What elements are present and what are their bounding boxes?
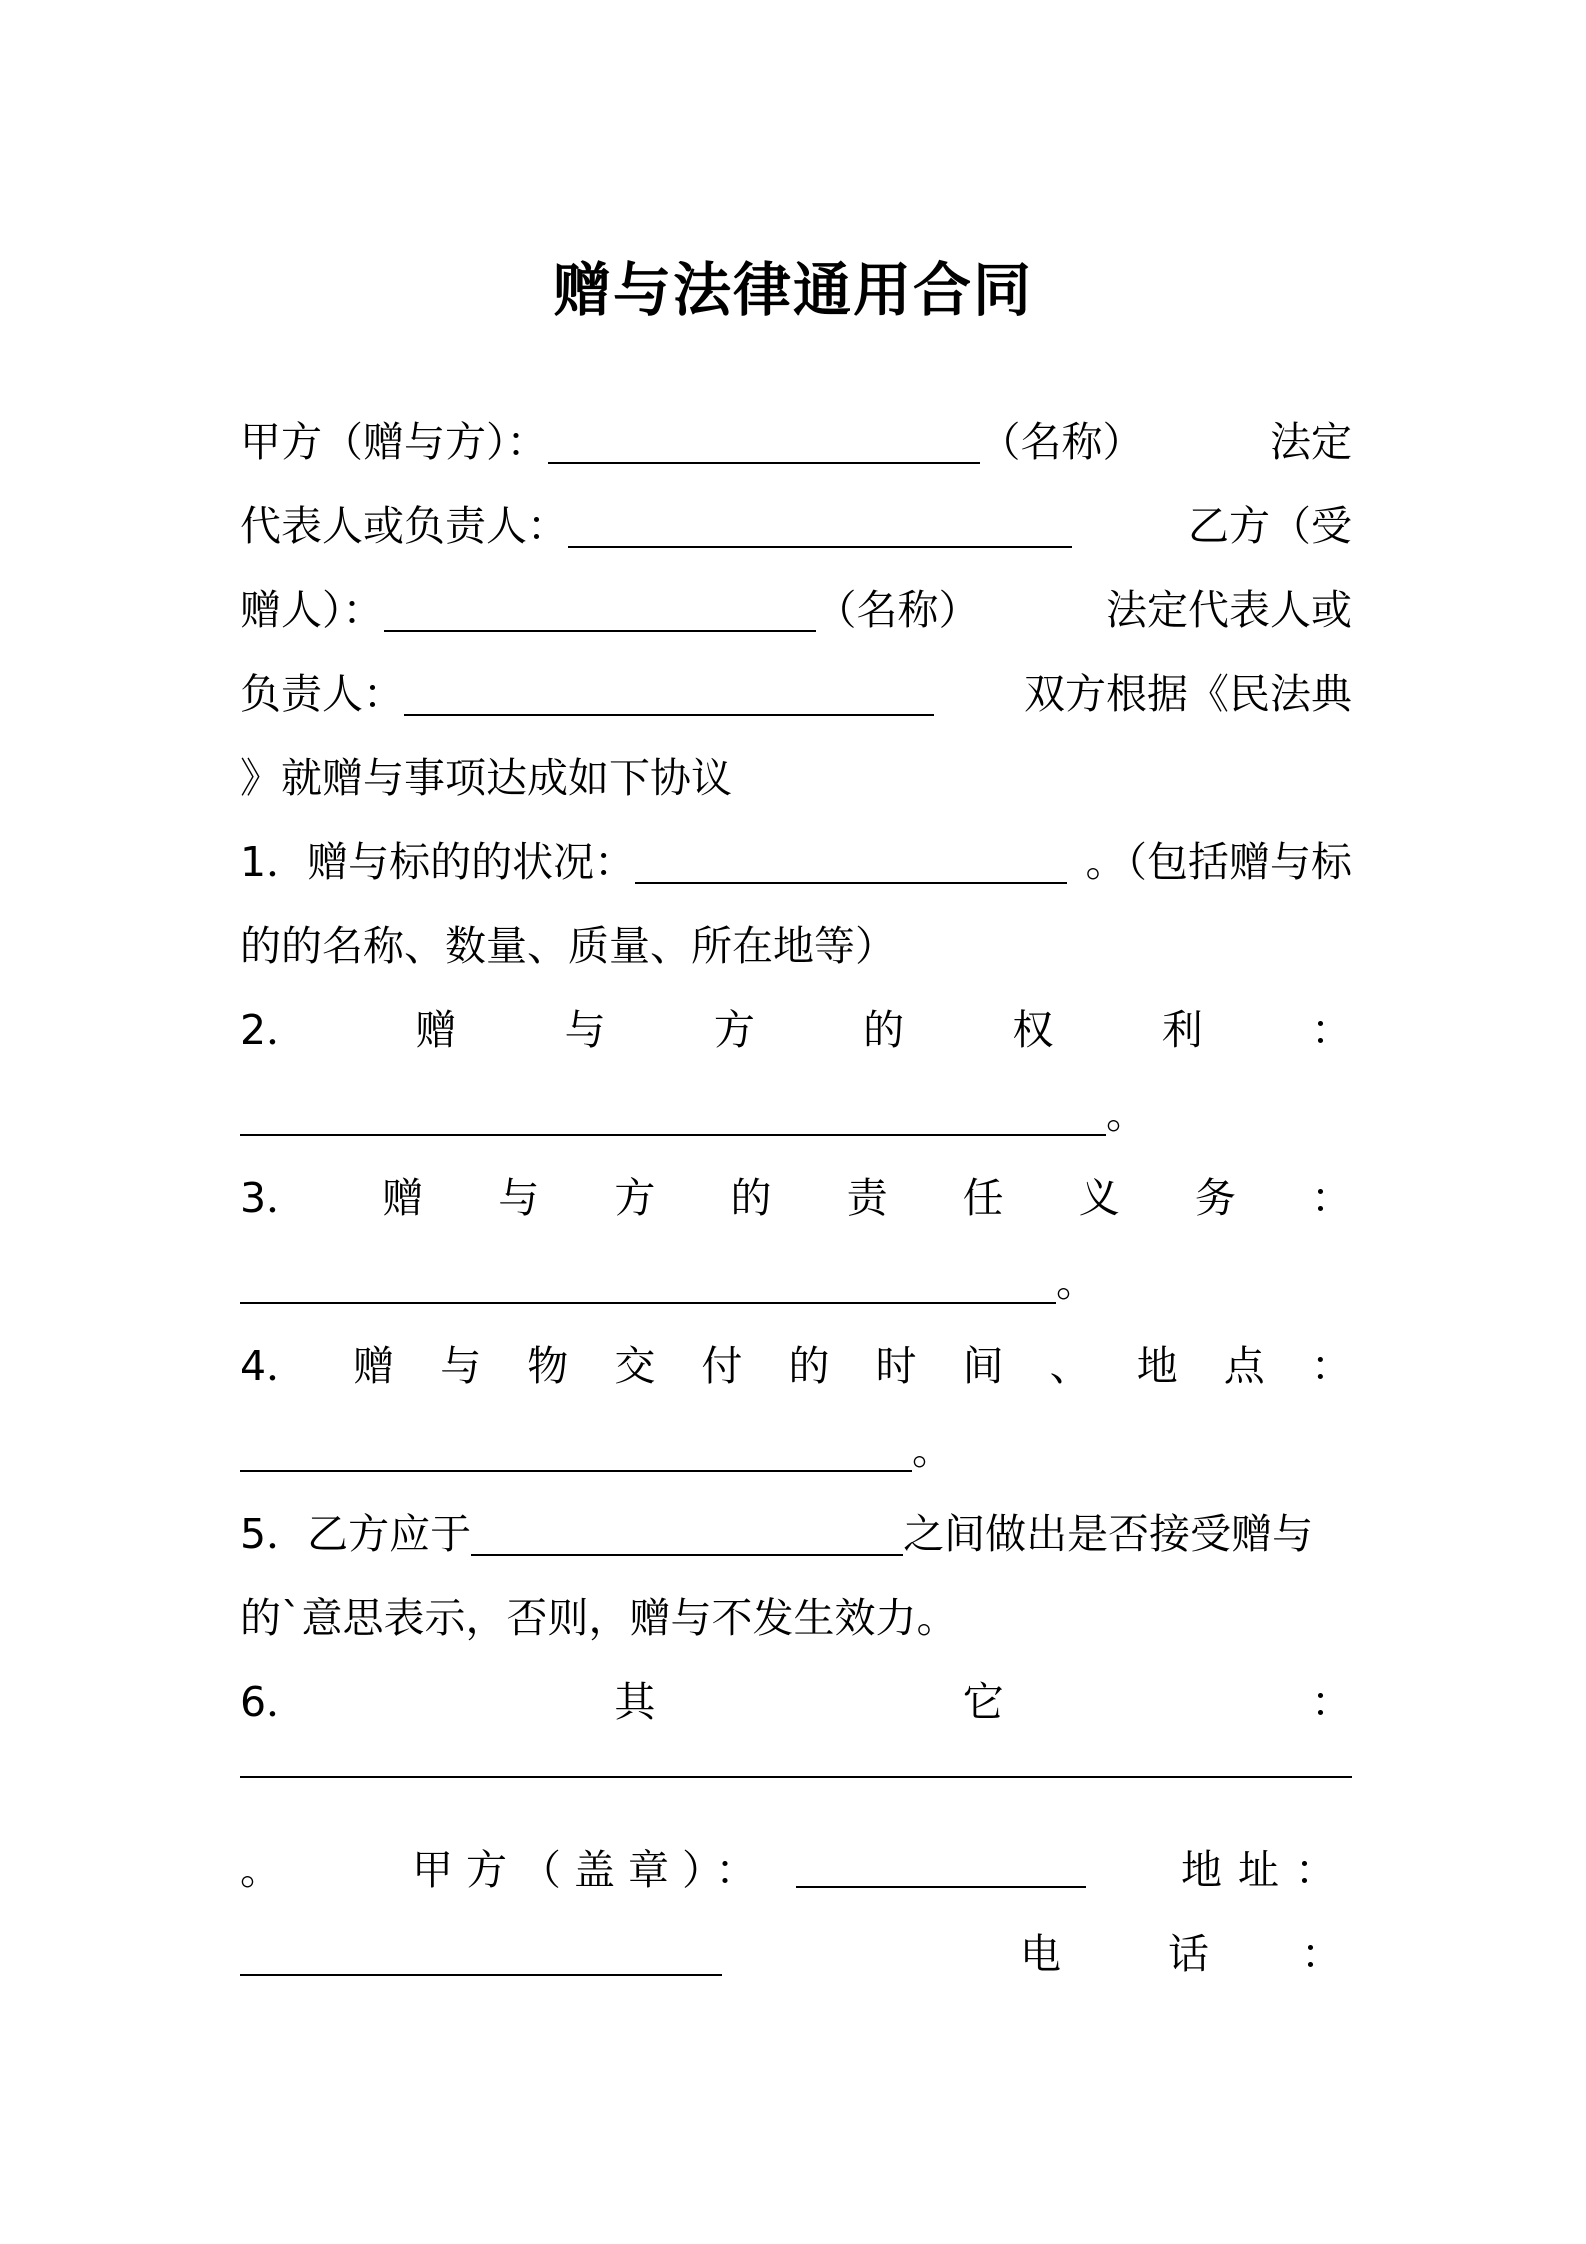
clause-4-char: 的 — [788, 1342, 830, 1390]
period: 。 — [912, 1426, 953, 1474]
clause-1-line — [240, 820, 1352, 904]
agreement-intro-text: 》就赠与事项达成如下协议 — [240, 754, 732, 802]
delivery-time-place-blank[interactable] — [240, 1430, 912, 1472]
party-b-label: 赠人）： — [240, 586, 384, 634]
clause-3-char: 责 — [846, 1174, 888, 1222]
clause-3-char: 赠 — [382, 1174, 424, 1222]
clause-2-char: 权 — [1012, 1006, 1054, 1054]
clause-2-char: 利 — [1161, 1006, 1203, 1054]
donor-rights-blank[interactable] — [240, 1094, 1106, 1136]
party-b-name-blank[interactable] — [384, 590, 816, 632]
clause-6-char: 6． — [240, 1678, 308, 1726]
clause-4-char: 与 — [440, 1342, 482, 1390]
clause-2-char: 的 — [863, 1006, 905, 1054]
party-b-rep-blank[interactable] — [404, 674, 934, 716]
party-a-seal-blank[interactable] — [796, 1846, 1086, 1888]
party-a-seal-line — [240, 1828, 1352, 1912]
period: 。 — [240, 1846, 281, 1894]
period: 。 — [1056, 1258, 1097, 1306]
clause-2-line — [240, 988, 1352, 1072]
clause-3-line — [240, 1156, 1352, 1240]
clause-5-text: 之间做出是否接受赠与 — [903, 1510, 1314, 1558]
acceptance-period-blank[interactable] — [471, 1514, 903, 1556]
legal-rep-label-start: 法定 — [1270, 418, 1352, 466]
clause-1-note-line — [240, 904, 1352, 988]
agreement-intro-line — [240, 736, 1352, 820]
party-a-rep-blank[interactable] — [568, 506, 1072, 548]
party-a-label: 甲方（赠与方）： — [240, 418, 548, 466]
clause-3-char: 3． — [240, 1174, 308, 1222]
clause-4-char: 4． — [240, 1342, 308, 1390]
name-note: （名称） — [815, 586, 980, 634]
clause-2-blank-line — [240, 1072, 1352, 1156]
clause-3-char: 务 — [1194, 1174, 1236, 1222]
address-blank[interactable] — [240, 1934, 722, 1976]
basis-text-start: 双方根据《民法典 — [1024, 670, 1352, 718]
party-b-line — [240, 568, 1352, 652]
clause-4-char: 地 — [1136, 1342, 1178, 1390]
contract-title: 赠与法律通用合同 — [552, 256, 1033, 324]
clause-3-char: 方 — [614, 1174, 656, 1222]
clause-3-char: 任 — [962, 1174, 1004, 1222]
clause-6-char: ： — [1310, 1678, 1352, 1726]
clause-3-char: 义 — [1078, 1174, 1120, 1222]
clause-4-char: 间 — [962, 1342, 1004, 1390]
party-a-rep-label: 代表人或负责人： — [240, 502, 568, 550]
phone-label-char: 电 — [1020, 1930, 1061, 1978]
clause-5-line — [240, 1492, 1352, 1576]
clause-6-char: 其 — [614, 1678, 656, 1726]
party-a-name-blank[interactable] — [548, 422, 980, 464]
party-a-seal-label: 甲方（盖章）： — [412, 1846, 770, 1894]
clause-4-char: 时 — [875, 1342, 917, 1390]
clause-2-char: ： — [1310, 1006, 1352, 1054]
name-note: （名称） — [979, 418, 1144, 466]
party-a-rep-line — [240, 484, 1352, 568]
party-a-line — [240, 400, 1352, 484]
party-b-rep-line — [240, 652, 1352, 736]
other-terms-blank[interactable] — [240, 1776, 1352, 1778]
clause-5-text-end: 的`意思表示，否则，赠与不发生效力。 — [240, 1594, 958, 1642]
clause-1-note-start: 。（包括赠与标 — [1085, 838, 1352, 886]
clause-4-char: 交 — [614, 1342, 656, 1390]
phone-label-colon: ： — [1301, 1930, 1342, 1978]
clause-4-blank-line — [240, 1408, 1352, 1492]
clause-4-line — [240, 1324, 1352, 1408]
clause-3-blank-line — [240, 1240, 1352, 1324]
address-phone-line — [240, 1912, 1352, 1996]
clause-4-char: 点 — [1223, 1342, 1265, 1390]
donor-duties-blank[interactable] — [240, 1262, 1056, 1304]
clause-3-char: ： — [1310, 1174, 1352, 1222]
gift-status-blank[interactable] — [635, 842, 1067, 884]
clause-2-char: 赠 — [415, 1006, 457, 1054]
address-label: 地址： — [1181, 1846, 1352, 1894]
clause-3-char: 与 — [498, 1174, 540, 1222]
party-b-rep-label: 负责人： — [240, 670, 404, 718]
clause-2-char: 2． — [240, 1006, 308, 1054]
clause-5-label: 5．乙方应于 — [240, 1510, 472, 1558]
phone-label-char: 话 — [1168, 1930, 1209, 1978]
legal-rep-label-start: 法定代表人或 — [1106, 586, 1352, 634]
clause-4-char: 付 — [701, 1342, 743, 1390]
clause-2-char: 与 — [564, 1006, 606, 1054]
clause-4-char: 、 — [1049, 1342, 1091, 1390]
clause-4-char: 物 — [527, 1342, 569, 1390]
party-b-label-start: 乙方（受 — [1188, 502, 1352, 550]
clause-4-char: ： — [1310, 1342, 1352, 1390]
clause-6-char: 它 — [962, 1678, 1004, 1726]
period: 。 — [1106, 1090, 1147, 1138]
clause-4-char: 赠 — [353, 1342, 395, 1390]
clause-1-note-end: 的的名称、数量、质量、所在地等） — [240, 922, 896, 970]
clause-6-line — [240, 1660, 1352, 1744]
clause-3-char: 的 — [730, 1174, 772, 1222]
clause-2-char: 方 — [713, 1006, 755, 1054]
clause-5-cont-line — [240, 1576, 1352, 1660]
clause-1-label: 1．赠与标的的状况： — [240, 838, 636, 886]
